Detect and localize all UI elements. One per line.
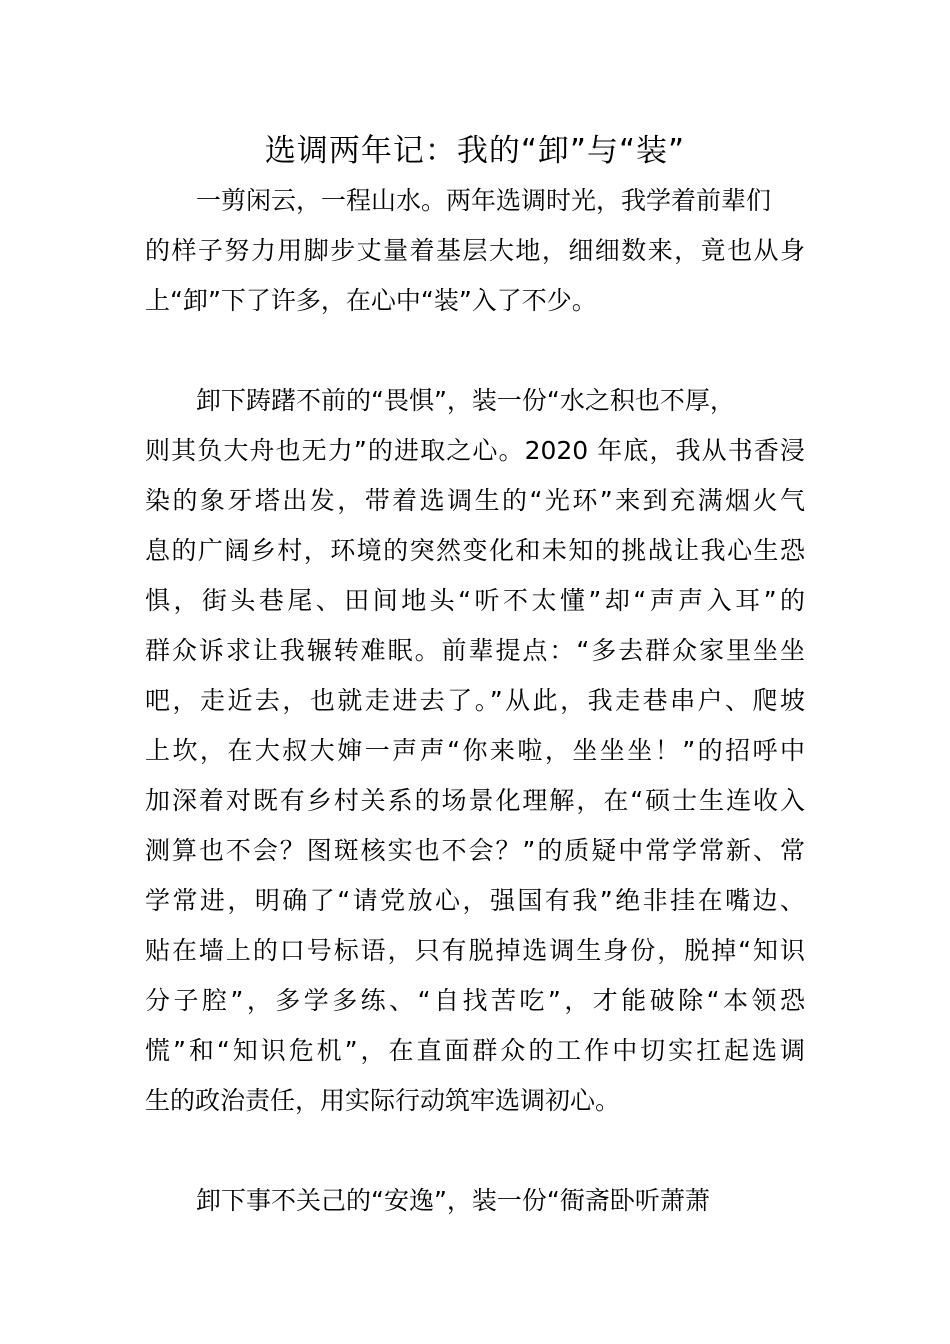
paragraph-1-line-2: 的样子努力用脚步丈量着基层大地，细细数来，竟也从身: [145, 236, 805, 265]
paragraph-2-line-4: 息的广阔乡村，环境的突然变化和未知的挑战让我心生恐: [145, 536, 805, 565]
paragraph-2-line-11: 学常进，明确了“请党放心，强国有我”绝非挂在嘴边、: [145, 886, 805, 915]
paragraph-2-line-14: 慌”和“知识危机”，在直面群众的工作中切实扛起选调: [145, 1036, 805, 1065]
paragraph-2-line-8: 上坎，在大叔大婶一声声“你来啦，坐坐坐！”的招呼中: [145, 736, 805, 765]
paragraph-2-line-13: 分子腔”，多学多练、“自找苦吃”，才能破除“本领恐: [145, 986, 805, 1015]
paragraph-1-line-3: 上“卸”下了许多，在心中“装”入了不少。: [145, 286, 597, 315]
paragraph-1-line-1: 一剪闲云，一程山水。两年选调时光，我学着前辈们: [196, 186, 772, 215]
paragraph-2-line-5: 惧，街头巷尾、田间地头“听不太懂”却“声声入耳”的: [145, 586, 805, 615]
paragraph-2-line-12: 贴在墙上的口号标语，只有脱掉选调生身份，脱掉“知识: [145, 936, 805, 965]
paragraph-2-line-10: 测算也不会？图斑核实也不会？”的质疑中常学常新、常: [145, 836, 805, 865]
document-title: 选调两年记：我的“卸”与“装”: [264, 133, 686, 169]
paragraph-2-line-1: 卸下踌躇不前的“畏惧”，装一份“水之积也不厚，: [196, 386, 735, 415]
paragraph-2-line-3: 染的象牙塔出发，带着选调生的“光环”来到充满烟火气: [145, 486, 805, 515]
paragraph-2-line-7: 吧，走近去，也就走进去了。”从此，我走巷串户、爬坡: [145, 686, 805, 715]
paragraph-2-line-15: 生的政治责任，用实际行动筑牢选调初心。: [145, 1086, 621, 1115]
paragraph-2-line-9: 加深着对既有乡村关系的场景化理解，在“硕士生连收入: [145, 786, 805, 815]
paragraph-2-line-6: 群众诉求让我辗转难眠。前辈提点：“多去群众家里坐坐: [145, 636, 805, 665]
paragraph-3-line-1: 卸下事不关己的“安逸”，装一份“衙斋卧听萧萧: [196, 1186, 710, 1215]
paragraph-2-line-2: 则其负大舟也无力”的进取之心。2020 年底，我从书香浸: [145, 436, 805, 465]
